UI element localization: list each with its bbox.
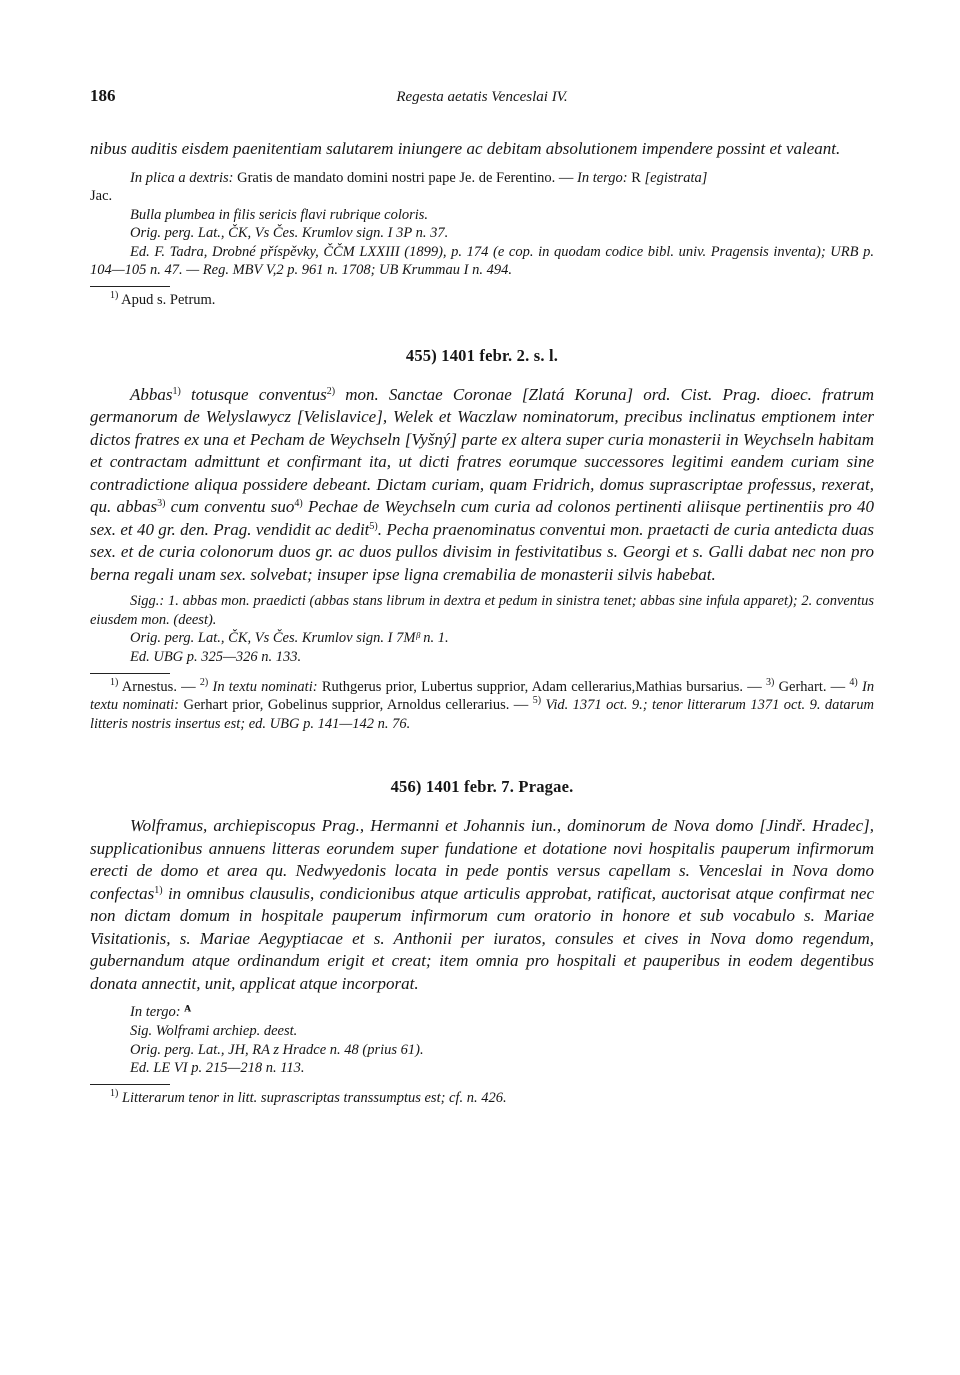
document-page — [90, 86, 874, 1107]
tergo-registrata: [egistrata] — [644, 169, 708, 186]
entry-heading: 455) 1401 febr. 2. s. l. — [405, 345, 559, 365]
footnote-rule — [90, 673, 170, 674]
plica-text: Gratis de mandato domini nostri pape Je. de Ferentino. — — [237, 169, 574, 186]
tergo-jac: Jac. — [90, 188, 113, 205]
footnote-text: Gerhart. — — [778, 678, 846, 695]
regest-entry-455 — [90, 346, 874, 734]
tergo-label: In tergo: — [577, 169, 628, 186]
regest-body — [90, 815, 874, 995]
footnote-label: In textu nominati: — [212, 678, 318, 695]
footnote — [90, 1089, 874, 1108]
running-title: Regesta aetatis Venceslai IV. — [396, 89, 568, 105]
footnote-ref: 1) — [172, 385, 181, 397]
body-text: Wolframus, archiepiscopus Prag., Hermanni et Johannis iun., dominorum de Nova domo [Jindř. Hradec], supplicationibus annuens litteras eorundem super fundatione et dotatione novi hospitalis pauperum infirmorum erecti de domo et area qu. Nedwyedonis locata in pede pontis versus capellam s. Venceslai in Nova domo confectas — [90, 816, 874, 903]
body-text: . Pecha praenominatus conventui mon. praetacti de curia antedicta duas sex. et de curia colonorum duos gr. ac duos pullos divisim in festivitatibus s. Georgi et s. Galli dabat nec non pro berna regali unam sex. solvebat; insuper ipse ligna cremabilia de monasterii silvis habebat. — [90, 519, 874, 584]
page-header — [90, 86, 874, 112]
regest-body — [90, 384, 874, 587]
ed-note: Ed. LE VI p. 215—218 n. 113. — [130, 1060, 305, 1077]
footnote-marker: 4) — [849, 676, 858, 688]
footnote-marker: 1) — [110, 290, 119, 302]
footnote-text: Vid. 1371 oct. 9.; tenor litterarum 1371 oct. 9. datarum litteris nostris insertus est; ed. UBG p. 141—142 n. 76. — [90, 697, 875, 732]
page-number: 186 — [90, 86, 116, 105]
tergo-mark-glyph: ᴬ — [184, 1003, 192, 1021]
orig-note: Orig. perg. Lat., JH, RA z Hradce n. 48 (prius 61). — [130, 1041, 424, 1058]
footnote-marker: 1) — [110, 1087, 119, 1099]
tergo-r: R — [631, 169, 641, 186]
footnote-marker: 2) — [199, 676, 209, 688]
footnote-text: Litterarum tenor in litt. suprascriptas transsumptus est; cf. n. 426. — [121, 1089, 507, 1106]
regest-entry-456 — [90, 777, 874, 1107]
footnote-rule — [90, 1084, 170, 1085]
footnote-text: Apud s. Petrum. — [121, 292, 216, 309]
footnote-text: Arnestus. — — [121, 678, 196, 695]
sig-note: Sig. Wolframi archiep. deest. — [130, 1022, 298, 1039]
footnote-marker: 1) — [110, 676, 119, 688]
body-text: Abbas — [130, 384, 173, 404]
footnote-marker: 3) — [765, 676, 775, 688]
tergo-note — [90, 1003, 874, 1022]
body-text: in omnibus clausulis, condicionibus atque articulis approbat, ratificat, auctorisat atque confirmat nec non dictam domum in hospitale pauperum infirmorum cum oratorio in honore et sub vocabulo s. Mariae Visitationis, s. Mariae Aegyptiacae et s. Anthonii per iuratos, consules et cives in Nova domo regendum, gubernandum atque ordinandum erigit et creat; item omnia pro hospitali et pauperibus in eodem degentibus donata annectit, unit, applicat atque incorporat. — [90, 883, 875, 993]
ed-note: Ed. F. Tadra, Drobné příspěvky, ČČM LXXIII (1899), p. 174 (e cop. in quodam codice bibl. univ. Pragensis inventa); URB p. 104—105 n. 47. — Reg. MBV V,2 p. 961 n. 1708; UB Krummau I n. 494. — [90, 243, 874, 279]
entry-notes — [90, 592, 874, 666]
footnote — [90, 291, 874, 310]
ed-note: Ed. UBG p. 325—326 n. 133. — [130, 648, 302, 665]
body-text: cum conventu suo — [170, 497, 295, 517]
continuation-entry — [90, 138, 874, 310]
entry-notes — [90, 1003, 874, 1077]
footnote-rule — [90, 286, 170, 287]
footnote-ref: 2) — [326, 385, 336, 397]
orig-mb: Mᵝ — [403, 630, 420, 647]
orig-note — [90, 629, 874, 648]
footnote-text: Ruthgerus prior, Lubertus supprior, Adam cellerarius,Mathias bursarius. — — [321, 678, 762, 695]
plica-note — [90, 169, 874, 188]
footnote-marker: 5) — [532, 695, 542, 707]
entry-heading: 456) 1401 febr. 7. Pragae. — [390, 777, 574, 797]
orig-text: Orig. perg. Lat., ČK, Vs Čes. Krumlov sign. I 7 — [130, 630, 404, 647]
orig-note: Orig. perg. Lat., ČK, Vs Čes. Krumlov sign. I 3P n. 37. — [130, 225, 449, 242]
sigg-note: Sigg.: 1. abbas mon. praedicti (abbas stans librum in dextra et pedum in sinistra tenet; abbas sine infula apparet); 2. conventus eiusdem mon. (deest). — [90, 593, 874, 628]
footnote-label: In textu nominati: — [90, 678, 875, 714]
continuation-text: nibus auditis eisdem paenitentiam salutarem iniungere ac debitam absolutionem impendere possint et valeant. — [90, 139, 841, 158]
body-text: mon. Sanctae Coronae [Zlatá Koruna] ord. Cist. Prag. dioec. fratrum germanorum de Welyslawycz [Velislavice], Welek et Waczlaw nominatorum, precibus inclinatus emptionem inter dictos fratres ex una et Pecham de Weychseln [Vyšný] parte ex altera super curia monasterii in Weychseln habitam et contractam admittunt et confirmant ita, ut dicti fratres eorumque successores legitimi eandem curiam sine contradictione aliqua possidere debeant. Dictam curiam, quam Fridrich, domus suprascriptae professus, rexerat, qu. abbas — [90, 384, 875, 517]
footnote-ref: 1) — [154, 884, 163, 896]
continuation-notes — [90, 169, 874, 281]
footnote-ref: 3) — [157, 498, 166, 510]
body-text: totusque conventus — [191, 384, 327, 404]
body-text: Pechae de Weychseln cum curia ad colonos pertinenti aliisque pertinentiis pro 40 sex. et 40 gr. den. Prag. vendidit ac dedit — [90, 497, 874, 539]
orig-end: n. 1. — [423, 630, 449, 647]
bulla-note: Bulla plumbea in filis sericis flavi rubrique coloris. — [130, 206, 429, 223]
footnote-ref: 5) — [369, 520, 378, 532]
footnotes — [90, 678, 874, 734]
plica-label: In plica a dextris: — [130, 169, 234, 186]
tergo-label: In tergo: — [130, 1004, 181, 1021]
footnote-text: Gerhart prior, Gobelinus supprior, Arnoldus cellerarius. — — [183, 697, 529, 714]
footnote-ref: 4) — [294, 498, 303, 510]
